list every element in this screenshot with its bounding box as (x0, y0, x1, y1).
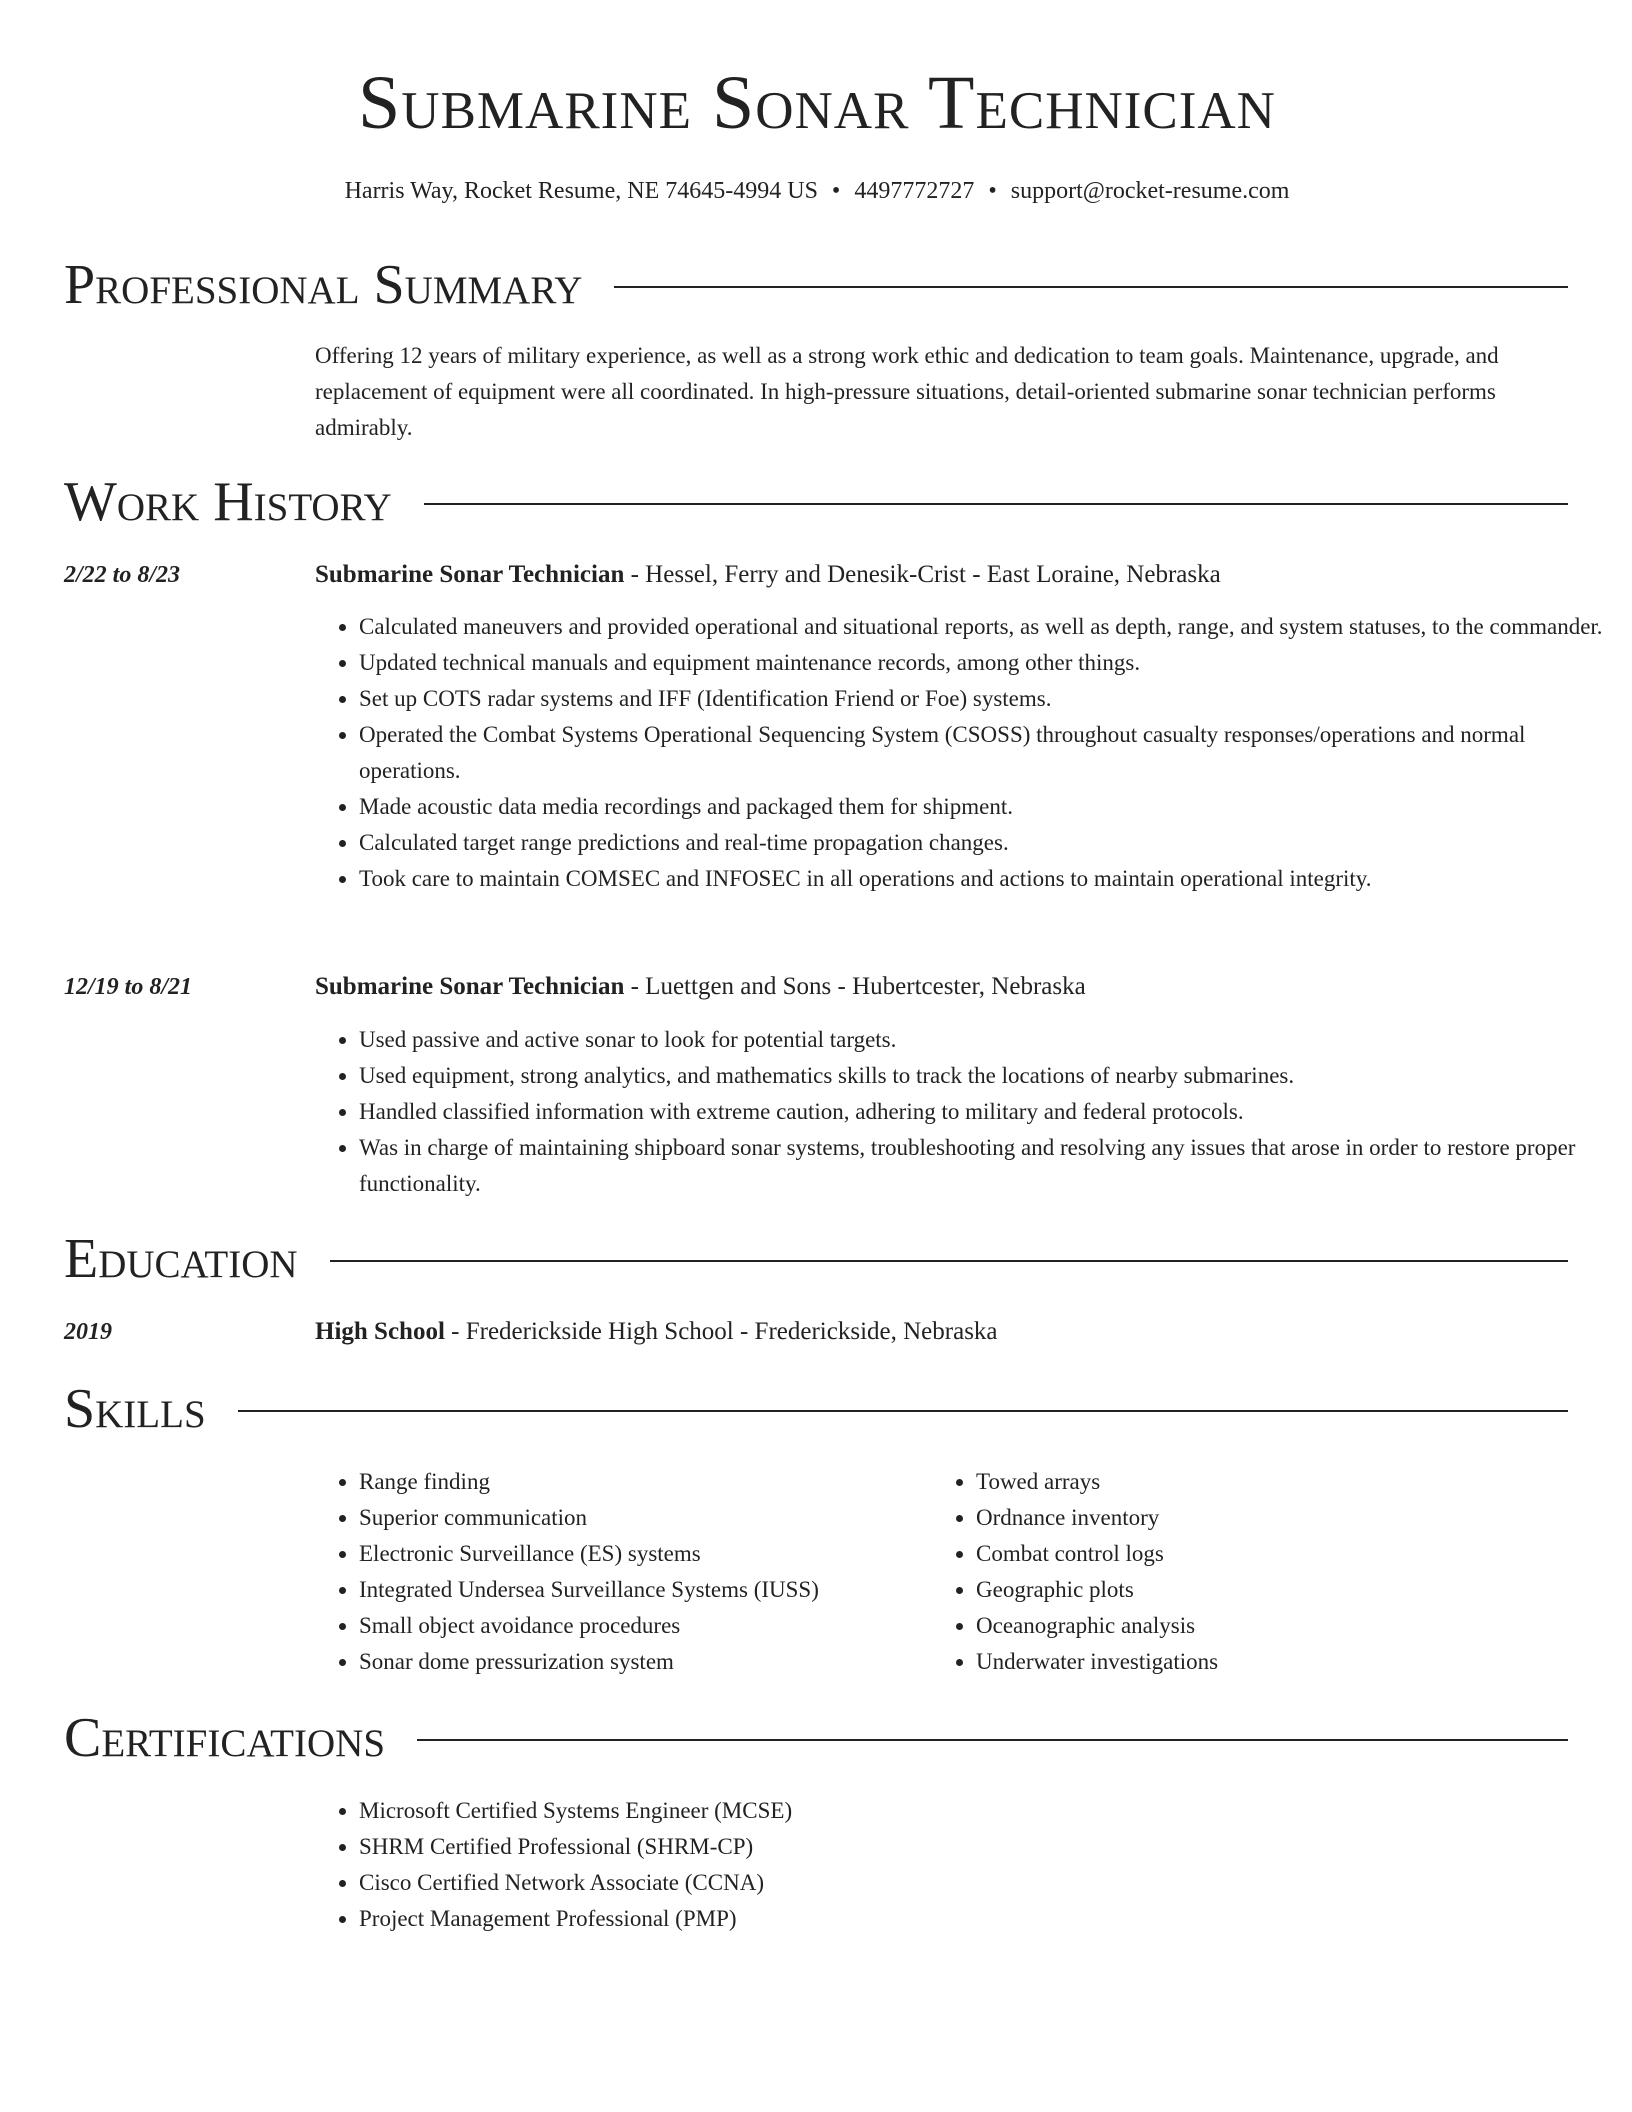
contact-address: Harris Way, Rocket Resume, NE 74645-4994 US (344, 178, 818, 204)
certifications-section-title: Certifications (64, 1707, 386, 1769)
education-school-location: - Frederickside High School - Frederickside, Nebraska (444, 1318, 998, 1345)
summary-section-header (64, 253, 1568, 317)
skills-section-header (64, 1377, 1568, 1441)
summary-section-title: Professional Summary (64, 254, 583, 316)
job-bullet: • Used equipment, strong analytics, and mathematics skills to track the locations of nearby submarines. (359, 1058, 1612, 1094)
job-role: Submarine Sonar Technician (315, 561, 625, 588)
education-heading (315, 1314, 1568, 1350)
certification-item: • Cisco Certified Network Associate (CCNA) (359, 1865, 1612, 1901)
candidate-name: Submarine Sonar Technician (358, 61, 1276, 145)
contact-separator: • (988, 178, 997, 204)
certification-item: • Project Management Professional (PMP) (359, 1901, 1612, 1937)
certification-item: • SHRM Certified Professional (SHRM-CP) (359, 1829, 1612, 1865)
job-heading (315, 557, 1568, 593)
section-divider (238, 1410, 1568, 1412)
skill-item: • Electronic Surveillance (ES) systems (359, 1536, 929, 1572)
skill-item: • Range finding (359, 1464, 929, 1500)
contact-email: support@rocket-resume.com (1010, 178, 1290, 204)
job-heading (315, 969, 1568, 1005)
skill-item: • Integrated Undersea Surveillance Systems (IUSS) (359, 1572, 929, 1608)
job-bullet: • Set up COTS radar systems and IFF (Identification Friend or Foe) systems. (359, 681, 1612, 717)
job-bullet: • Calculated maneuvers and provided operational and situational reports, as well as depth, range, and system statuses, to the commander. (359, 609, 1612, 645)
job-bullet: • Made acoustic data media recordings and packaged them for shipment. (359, 789, 1612, 825)
skill-item: • Underwater investigations (976, 1644, 1546, 1680)
skill-item: • Sonar dome pressurization system (359, 1644, 929, 1680)
section-divider (330, 1260, 1568, 1262)
job-bullet: • Was in charge of maintaining shipboard sonar systems, troubleshooting and resolving any issues that arose in order to restore proper functionality. (359, 1130, 1612, 1202)
summary-text: Offering 12 years of military experience, as well as a strong work ethic and dedication to team goals. Maintenance, upgrade, and replacement of equipment were all coordinated. In high-pressure situations, detail-oriented submarine sonar technician performs admirably. (315, 343, 1499, 440)
job-dates: 2/22 to 8/23 (64, 562, 181, 588)
skill-item: • Combat control logs (976, 1536, 1546, 1572)
skill-item: • Geographic plots (976, 1572, 1546, 1608)
work-section-title: Work History (64, 471, 392, 533)
education-section-title: Education (64, 1228, 298, 1290)
certifications-section-header (64, 1706, 1568, 1770)
job-bullet-list (315, 609, 1612, 897)
education-year: 2019 (64, 1319, 112, 1345)
skills-list-left (315, 1464, 929, 1680)
section-divider (614, 286, 1568, 288)
skills-list-right (932, 1464, 1546, 1680)
job-bullet: • Calculated target range predictions and real-time propagation changes. (359, 825, 1612, 861)
job-employer-location: - Luettgen and Sons - Hubertcester, Nebraska (624, 973, 1086, 1000)
job-role: Submarine Sonar Technician (315, 973, 625, 1000)
section-divider (417, 1739, 1568, 1741)
work-section-header (64, 470, 1568, 534)
job-bullet: • Used passive and active sonar to look for potential targets. (359, 1022, 1612, 1058)
certification-item: • Microsoft Certified Systems Engineer (MCSE) (359, 1793, 1612, 1829)
skill-item: • Oceanographic analysis (976, 1608, 1546, 1644)
education-section-header (64, 1227, 1568, 1291)
contact-line (0, 174, 1632, 208)
skills-section-title: Skills (64, 1378, 206, 1440)
job-employer-location: - Hessel, Ferry and Denesik-Crist - East Loraine, Nebraska (624, 561, 1221, 588)
job-bullet: • Took care to maintain COMSEC and INFOSEC in all operations and actions to maintain operational integrity. (359, 861, 1612, 897)
job-bullet: • Updated technical manuals and equipment maintenance records, among other things. (359, 645, 1612, 681)
job-bullet-list (315, 1022, 1612, 1202)
contact-phone: 4497772727 (854, 178, 975, 204)
skill-item: • Small object avoidance procedures (359, 1608, 929, 1644)
skill-item: • Superior communication (359, 1500, 929, 1536)
job-dates: 12/19 to 8/21 (64, 974, 193, 1000)
job-bullet: • Operated the Combat Systems Operational Sequencing System (CSOSS) throughout casualty responses/operations and normal operations. (359, 717, 1612, 789)
contact-separator: • (831, 178, 841, 204)
skill-item: • Ordnance inventory (976, 1500, 1546, 1536)
job-bullet: • Handled classified information with extreme caution, adhering to military and federal protocols. (359, 1094, 1612, 1130)
certifications-list (315, 1793, 1612, 1937)
skill-item: • Towed arrays (976, 1464, 1546, 1500)
section-divider (424, 503, 1568, 505)
education-degree: High School (315, 1318, 445, 1345)
